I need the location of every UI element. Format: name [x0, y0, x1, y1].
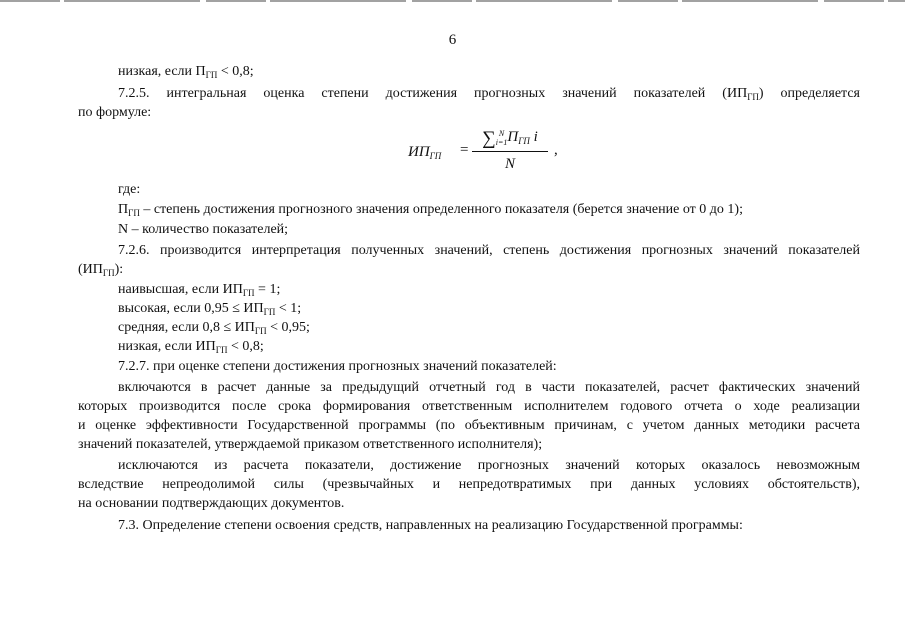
formula-equals: =: [460, 142, 469, 158]
formula-lhs: $ИП_{ГП}$: [408, 144, 442, 161]
excluded-line-1: исключаются из расчета показатели, достижение прогнозных значений которых оказалось невозможным: [118, 458, 860, 473]
paragraph-7-2-7: 7.2.7. при оценке степени достижения прогнозных значений показателей:: [118, 359, 557, 374]
rating-highest: наивысшая, если $ИП_{ГП} = 1$;: [118, 282, 281, 298]
scan-top-border: [0, 0, 905, 2]
formula-denominator: N: [504, 156, 515, 172]
integral-formula: [408, 128, 568, 178]
included-line-2: которых производится после срока формирования ответственным исполнителем годового отчета о ходе реализации: [78, 399, 860, 414]
formula-numerator: ∑ N $i=1П_{ГП}$ i: [482, 128, 538, 149]
included-line-4: значений показателей, утверждаемой приказом ответственного исполнителя);: [78, 437, 543, 452]
paragraph-7-3: 7.3. Определение степени освоения средств, направленных на реализацию Государственной программы:: [118, 518, 743, 533]
included-line-1: включаются в расчет данные за предыдущий отчетный год в части показателей, расчет фактических значений: [118, 380, 860, 395]
rating-medium: средняя, если $0,8 \le ИП_{ГП} < 0,95$;: [118, 320, 310, 336]
rating-low: низкая, если $ИП_{ГП} < 0,8$;: [118, 339, 264, 355]
definition-pgp: $П_{ГП}$ – степень достижения прогнозного значения определенного показателя (берется значение от 0 до 1);: [118, 202, 743, 218]
fraction-bar: [472, 151, 548, 152]
where-label: где:: [118, 182, 141, 197]
paragraph-7-2-6-cont: $(ИП_{ГП})$:: [78, 262, 124, 278]
definition-n: N – количество показателей;: [118, 222, 289, 237]
rating-low-line: низкая, если $П_{ГП} < 0,8$;: [118, 64, 254, 80]
included-line-3: и оценке эффективности Государственной программы (по объективным причинам, с учетом данных методики расчета: [78, 418, 860, 433]
paragraph-7-2-5: 7.2.5. интегральная оценка степени достижения прогнозных значений показателей $(ИП_{ГП})$ определяется: [118, 86, 860, 102]
paragraph-7-2-5-cont: по формуле:: [78, 105, 152, 120]
rating-high: высокая, если $0,95 \le ИП_{ГП} < 1$;: [118, 301, 302, 317]
excluded-line-2: вследствие непреодолимой силы (чрезвычайных и непредотвратимых при данных условиях обстоятельств),: [78, 477, 860, 492]
paragraph-7-2-6: 7.2.6. производится интерпретация полученных значений, степень достижения прогнозных значений показателей: [118, 243, 860, 258]
excluded-line-3: на основании подтверждающих документов.: [78, 496, 345, 511]
page-number: 6: [448, 32, 457, 48]
formula-comma: ,: [554, 142, 558, 158]
